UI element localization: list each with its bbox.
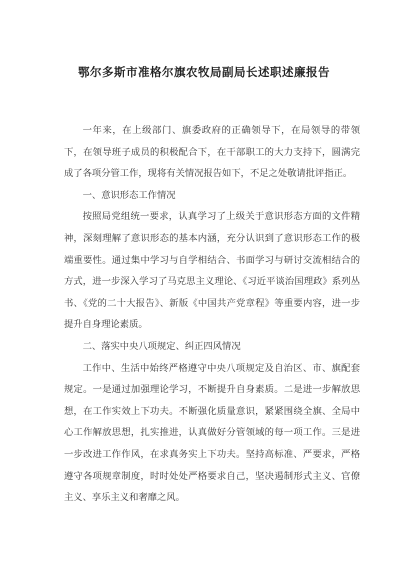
document-title: 鄂尔多斯市准格尔旗农牧局副局长述职述廉报告 (78, 65, 330, 79)
intro-paragraph: 一年来，在上级部门、旗委政府的正确领导下，在局领导的带领下，在领导班子成员的积极配合下，在干部职工的大力支持下，圆满完成了各项分管工作，现将有关情况报告如下，不足之处敬请批评指正。 (64, 125, 360, 180)
ideology-paragraph: 按照局党组统一要求，认真学习了上级关于意识形态方面的文件精神，深刻理解了意识形态的基本内涵，充分认识到了意识形态工作的极端重要性。通过集中学习与自学相结合、书面学习与研讨交流相结合的方式，进一步深入学习了马克思主义理论、《习近平谈治国理政》系列丛书、《党的二十大报告》、新版《中国共产党章程》等重要内容，进一步提升自身理论素质。 (64, 211, 360, 331)
eight-rules-paragraph: 工作中、生活中始终严格遵守中央八项规定及自治区、市、旗配套规定。一是通过加强理论学习，不断提升自身素质。二是进一步解放思想，在工作实效上下功夫。不断强化质量意识，紧紧围绕全旗、全局中心工作解放思想，扎实推进，认真做好分管领域的每一项工作。三是进一步改进工作作风，在求真务实上下功夫。坚持高标准、严要求，严格遵守各项规章制度，时时处处严格要求自己，坚决遏制形式主义、官僚主义、享乐主义和奢靡之风。 (64, 362, 360, 504)
section-heading-eight-rules: 二、落实中央八项规定、纠正四风情况 (82, 340, 241, 352)
document-body (64, 120, 360, 509)
section-heading-ideology: 一、意识形态工作情况 (82, 189, 176, 201)
